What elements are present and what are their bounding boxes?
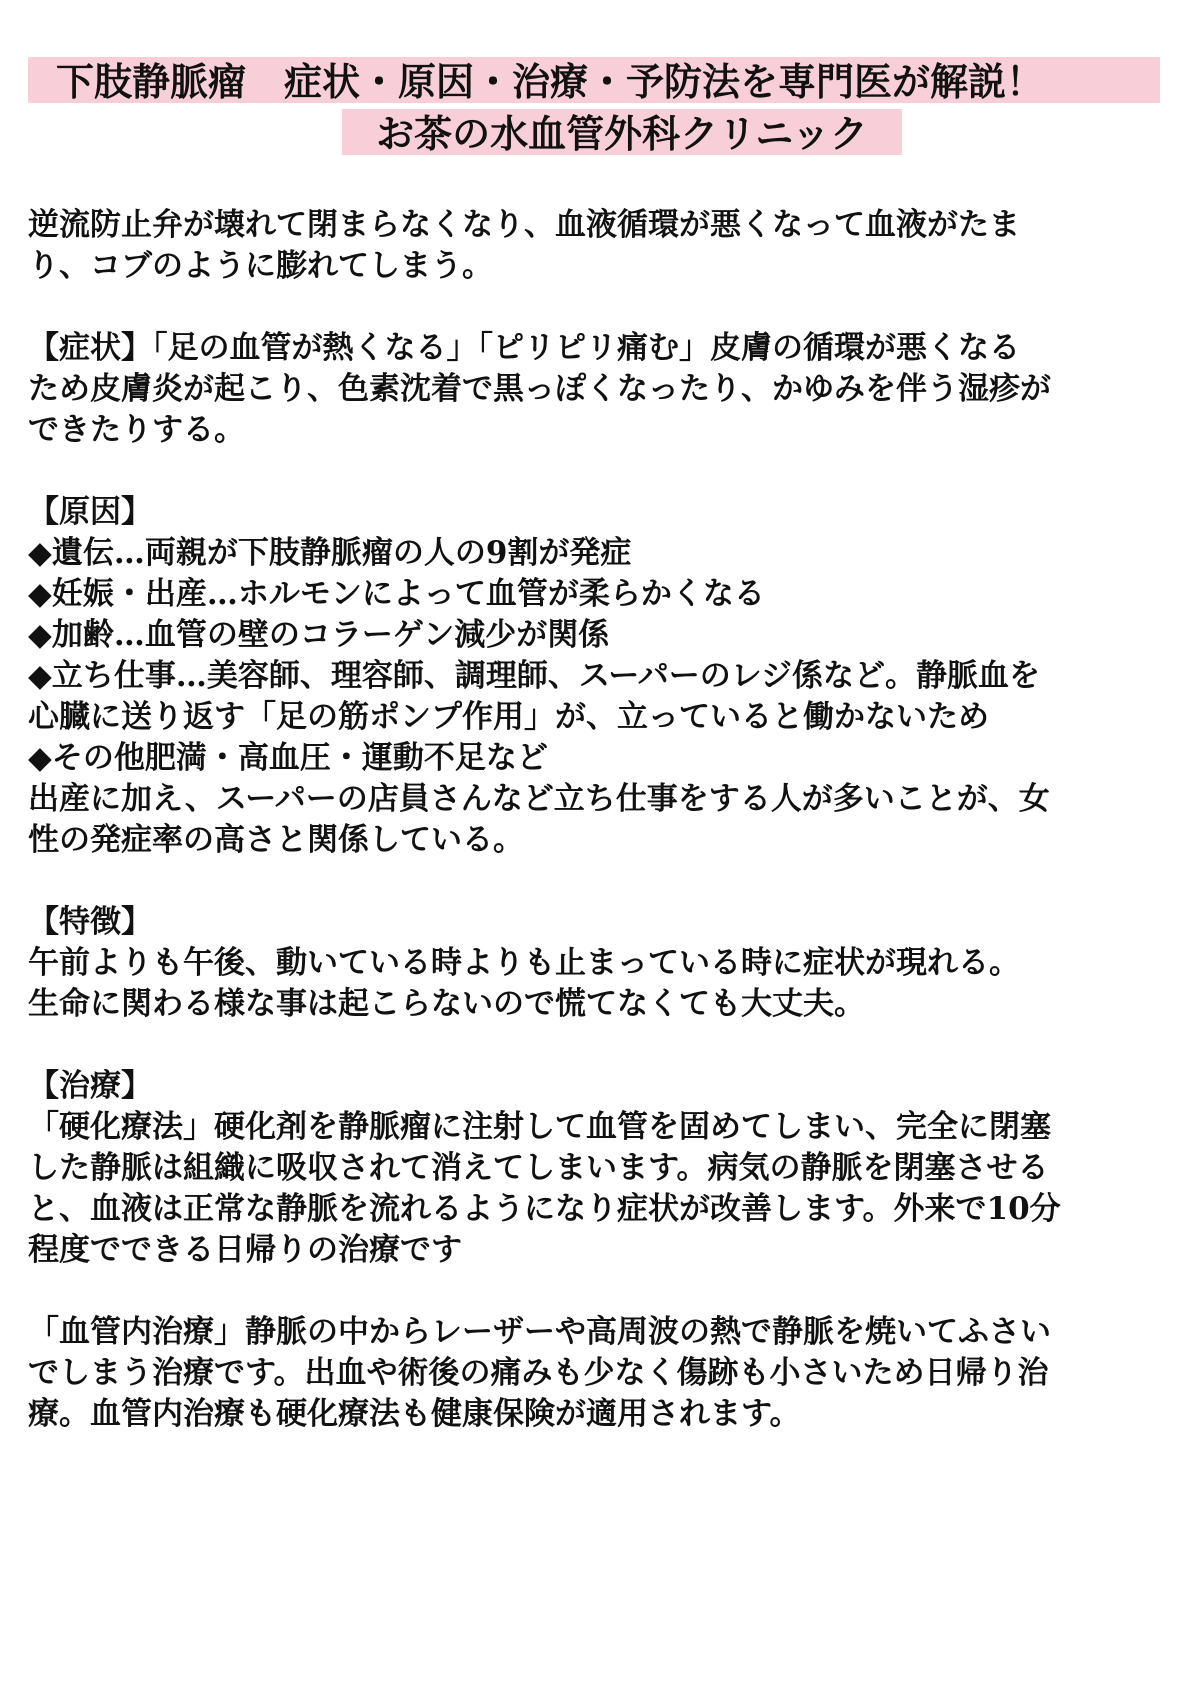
spacer [28, 861, 1168, 902]
endovascular-section [28, 1312, 1168, 1435]
treatment-section [28, 1066, 1168, 1271]
intro-line: り、コブのように膨れてしまう。 [28, 248, 493, 284]
causes-line: 性の発症率の高さと関係している。 [28, 822, 524, 858]
symptoms-section [28, 328, 1168, 451]
symptoms-line: ため皮膚炎が起こり、色素沈着で黒っぽくなったり、かゆみを伴う湿疹が [28, 371, 1051, 407]
symptoms-line: できたりする。 [28, 412, 245, 448]
intro-paragraph [28, 205, 1168, 287]
causes-line: ◆その他肥満・高血圧・運動不足など [28, 740, 548, 776]
features-line: 生命に関わる様な事は起こらないので慌てなくても大丈夫。 [28, 986, 865, 1022]
title-line-1: 下肢静脈瘤 症状・原因・治療・予防法を専門医が解説！ [28, 57, 1160, 103]
article-body [28, 205, 1168, 1435]
features-heading: 【特徴】 [28, 904, 152, 940]
intro-line: 逆流防止弁が壊れて閉まらなくなり、血液循環が悪くなって血液がたま [28, 207, 1020, 243]
endovascular-line: でしまう治療です。出血や術後の痛みも少なく傷跡も小さいため日帰り治 [28, 1355, 1049, 1391]
causes-line: ◆遺伝…両親が下肢静脈瘤の人の9割が発症 [28, 535, 632, 571]
causes-line: ◆妊娠・出産…ホルモンによって血管が柔らかくなる [28, 576, 765, 612]
causes-line: ◆立ち仕事…美容師、理容師、調理師、スーパーのレジ係など。静脈血を [28, 658, 1040, 694]
spacer [28, 1271, 1168, 1312]
causes-heading: 【原因】 [28, 494, 152, 530]
title-line-2: お茶の水血管外科クリニック [342, 109, 902, 155]
features-section [28, 902, 1168, 1025]
spacer [28, 1025, 1168, 1066]
endovascular-line: 療。血管内治療も硬化療法も健康保険が適用されます。 [28, 1396, 801, 1432]
treatment-line: 「硬化療法」硬化剤を静脈瘤に注射して血管を固めてしまい、完全に閉塞 [28, 1109, 1051, 1145]
spacer [28, 451, 1168, 492]
symptoms-line: 【症状】「足の血管が熱くなる」「ピリピリ痛む」皮膚の循環が悪くなる [28, 330, 1020, 366]
treatment-line: 程度でできる日帰りの治療です [28, 1232, 462, 1268]
features-line: 午前よりも午後、動いている時よりも止まっている時に症状が現れる。 [28, 945, 1020, 981]
causes-line: 出産に加え、スーパーの店員さんなど立ち仕事をする人が多いことが、女 [28, 781, 1050, 817]
treatment-line: と、血液は正常な静脈を流れるようになり症状が改善します。外来で10分 [28, 1191, 1061, 1227]
treatment-heading: 【治療】 [28, 1068, 152, 1104]
causes-line: ◆加齢…血管の壁のコラーゲン減少が関係 [28, 617, 610, 653]
treatment-line: した静脈は組織に吸収されて消えてしまいます。病気の静脈を閉塞させる [28, 1150, 1049, 1186]
spacer [28, 287, 1168, 328]
causes-line: 心臓に送り返す「足の筋ポンプ作用」が、立っていると働かないため [28, 699, 989, 735]
endovascular-line: 「血管内治療」静脈の中からレーザーや高周波の熱で静脈を焼いてふさい [28, 1314, 1051, 1350]
causes-section [28, 492, 1168, 861]
